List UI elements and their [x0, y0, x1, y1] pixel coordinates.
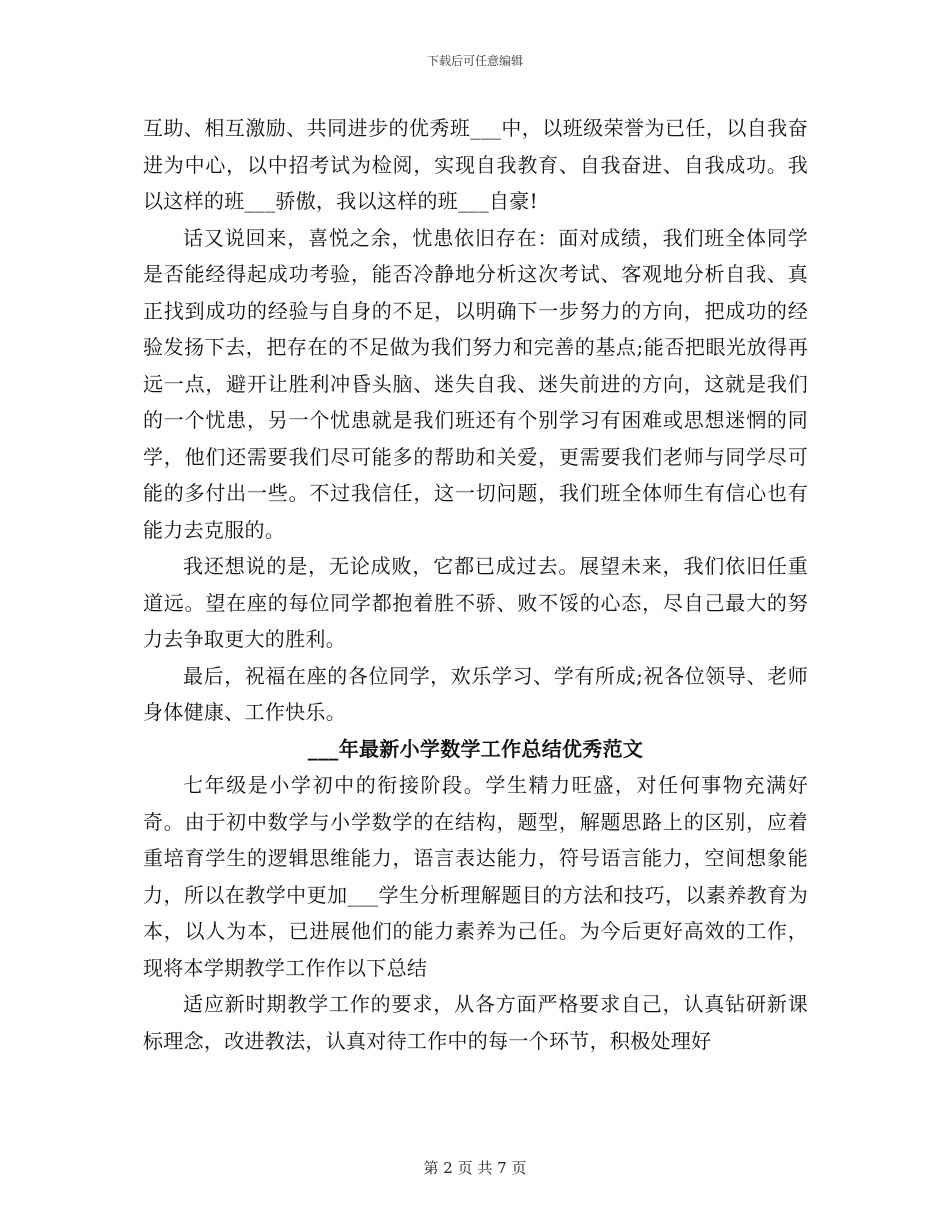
paragraph-requirements: 适应新时期教学工作的要求，从各方面严格要求自己，认真钻研新课标理念，改进教法，认真对待工作中的每一个环节，积极处理好 — [143, 992, 808, 1053]
document-body — [143, 110, 808, 1059]
page-number: 第 2 页 共 7 页 — [423, 1159, 527, 1177]
page-header: 下载后可任意编辑 — [426, 54, 523, 68]
section-title: ___年最新小学数学工作总结优秀范文 — [307, 736, 644, 761]
paragraph-worries: 话又说回来，喜悦之余，忧患依旧存在：面对成绩，我们班全体同学是否能经得起成功考验，能否冷静地分析这次考试、客观地分析自我、真正找到成功的经验与自身的不足，以明确下一步努力的方向，把成功的经验发扬下去，把存在的不足做为我们努力和完善的基点;能否把眼光放得再远一点，避开让胜利冲昏头脑、迷失自我、迷失前进的方向，这就是我们的一个忧患，另一个忧患就是我们班还有个别学习有困难或思想迷惘的同学，他们还需要我们尽可能多的帮助和关爱，更需要我们老师与同学尽可能的多付出一些。不过我信任，这一切问题，我们班全体师生有信心也有能力去克服的。 — [143, 225, 808, 542]
paragraph-grade-seven: 七年级是小学初中的衔接阶段。学生精力旺盛，对任何事物充满好奇。由于初中数学与小学数学的在结构，题型，解题思路上的区别，应着重培育学生的逻辑思维能力，语言表达能力，符号语言能力，空间想象能力，所以在教学中更加___学生分析理解题目的方法和技巧，以素养教育为本，以人为本，已进展他们的能力素养为己任。为今后更好高效的工作，现将本学期教学工作作以下总结 — [143, 773, 808, 980]
paragraph-continuation: 互助、相互激励、共同进步的优秀班___中，以班级荣誉为已任，以自我奋进为中心，以中招考试为检阅，实现自我教育、自我奋进、自我成功。我以这样的班___骄傲，我以这样的班___自豪! — [143, 116, 808, 213]
paragraph-future: 我还想说的是，无论成败，它都已成过去。展望未来，我们依旧任重道远。望在座的每位同学都抱着胜不骄、败不馁的心态，尽自己最大的努力去争取更大的胜利。 — [143, 554, 808, 651]
paragraph-closing-wishes: 最后，祝福在座的各位同学，欢乐学习、学有所成;祝各位领导、老师身体健康、工作快乐。 — [143, 663, 808, 724]
